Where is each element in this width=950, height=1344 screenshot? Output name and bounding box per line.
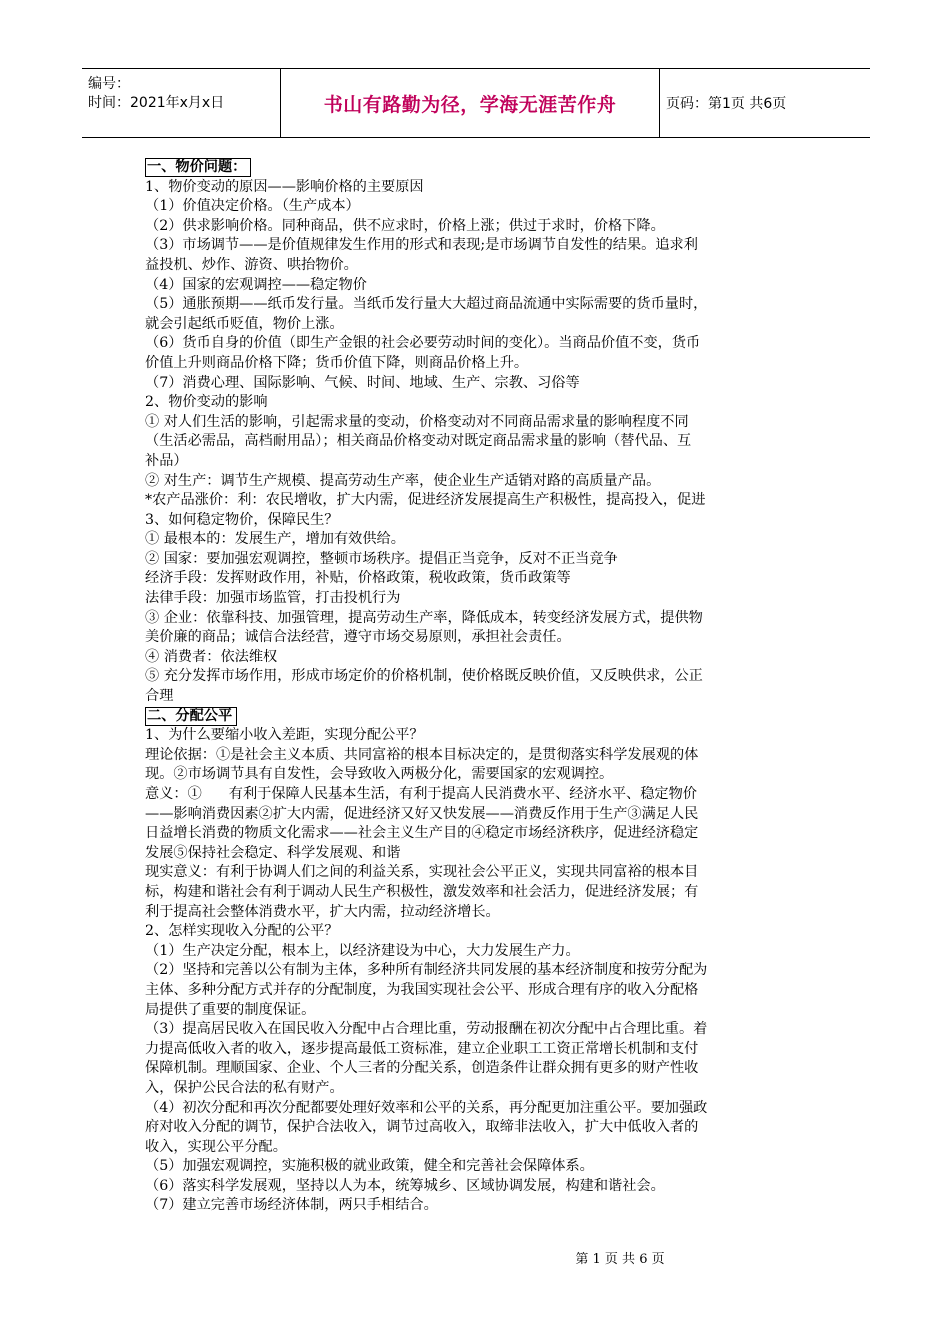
text-line: 利于提高社会整体消费水平，扩大内需，拉动经济增长。	[145, 903, 500, 920]
text-line: 1、物价变动的原因——影响价格的主要原因	[145, 178, 424, 195]
text-line: 美价廉的商品；诚信合法经营，遵守市场交易原则，承担社会责任。	[145, 629, 571, 646]
text-line: 日益增长消费的物质文化需求——社会主义生产目的④稳定市场经济秩序，促进经济稳定	[145, 825, 699, 842]
text-line: （5）加强宏观调控，实施积极的就业政策，健全和完善社会保障体系。	[145, 1158, 594, 1175]
text-line: 价值上升则商品价格下降；货币价值下降，则商品价格上升。	[145, 354, 529, 371]
text-line: 局提供了重要的制度保证。	[145, 1001, 316, 1018]
document-body	[145, 158, 807, 1216]
section-heading-1: 一、物价问题：	[145, 158, 807, 178]
text-line: 2、物价变动的影响	[145, 394, 268, 411]
text-line: （6）货币自身的价值（即生产金银的社会必要劳动时间的变化）。当商品价值不变，货币	[145, 335, 701, 352]
text-line: 标，构建和谐社会有利于调动人民生产积极性，激发效率和社会活力，促进经济发展；有	[145, 883, 699, 900]
text-line: ⑤ 充分发挥市场作用，形成市场定价的价格机制，使价格既反映价值，又反映供求，公正	[145, 668, 703, 685]
text-line: （2）坚持和完善以公有制为主体，多种所有制经济共同发展的基本经济制度和按劳分配为	[145, 962, 708, 979]
text-line: （1）价值决定价格。（生产成本）	[145, 198, 360, 215]
text-line: （6）落实科学发展观，坚持以人为本，统筹城乡、区域协调发展，构建和谐社会。	[145, 1177, 665, 1194]
text-line: ——影响消费因素②扩大内需，促进经济又好又快发展——消费反作用于生产③满足人民	[145, 805, 699, 822]
text-line: （4）国家的宏观调控——稳定物价	[145, 276, 367, 293]
text-line: 现。②市场调节具有自发性，会导致收入两极分化，需要国家的宏观调控。	[145, 766, 614, 783]
text-line: 意义：① 有利于保障人民基本生活，有利于提高人民消费水平、经济水平、稳定物价	[145, 786, 697, 802]
text-line: （7）建立完善市场经济体制，两只手相结合。	[145, 1197, 438, 1214]
text-line: （3）提高居民收入在国民收入分配中占合理比重，劳动报酬在初次分配中占合理比重。着	[145, 1021, 708, 1038]
text-line: （2）供求影响价格。同种商品，供不应求时，价格上涨；供过于求时，价格下降。	[145, 217, 665, 234]
header-left	[88, 75, 224, 113]
text-line: 主体、多种分配方式并存的分配制度，为我国实现社会公平、形成合理有序的收入分配格	[145, 981, 699, 998]
text-line: ② 国家：要加强宏观调控，整顿市场秩序。提倡正当竞争，反对不正当竞争	[145, 550, 618, 567]
text-line: 法律手段：加强市场监管，打击投机行为	[145, 590, 401, 607]
page-footer: 第 1 页 共 6 页	[575, 1252, 665, 1267]
text-line: 保障机制。理顺国家、企业、个人三者的分配关系，创造条件让群众拥有更多的财产性收	[145, 1060, 699, 1077]
text-line: ③ 企业：依靠科技、加强管理，提高劳动生产率，降低成本，转变经济发展方式，提供物	[145, 609, 703, 626]
text-line: （1）生产决定分配，根本上，以经济建设为中心，大力发展生产力。	[145, 942, 580, 959]
text-line: 补品）	[145, 452, 188, 469]
text-line: （3）市场调节——是价值规律发生作用的形式和表现;是市场调节自发性的结果。追求利	[145, 237, 698, 254]
text-line: 合理	[145, 688, 174, 705]
page-header	[82, 68, 870, 138]
text-line: ① 对人们生活的影响，引起需求量的变动，价格变动对不同商品需求量的影响程度不同	[145, 413, 689, 430]
text-line: （7）消费心理、国际影响、气候、时间、地域、生产、宗教、习俗等	[145, 374, 580, 391]
motto: 书山有路勤为径，学海无涯苦作舟	[280, 69, 660, 137]
number-label: 编号：	[88, 76, 130, 92]
page-info: 页码：第1页 共6页	[666, 96, 787, 112]
text-line: 力提高低收入者的收入，逐步提高最低工资标准，建立企业职工工资正常增长机制和支付	[145, 1040, 699, 1057]
text-line: 现实意义：有利于协调人们之间的利益关系，实现社会公平正义，实现共同富裕的根本目	[145, 864, 699, 881]
text-line: ④ 消费者：依法维权	[145, 648, 278, 665]
text-line: （5）通胀预期——纸币发行量。当纸币发行量大大超过商品流通中实际需要的货币量时，	[145, 296, 708, 313]
text-line: 府对收入分配的调节，保护合法收入，调节过高收入，取缔非法收入，扩大中低收入者的	[145, 1119, 699, 1136]
text-line: 1、为什么要缩小收入差距，实现分配公平？	[145, 727, 424, 744]
text-line: 入，保护公民合法的私有财产。	[145, 1079, 344, 1096]
text-line: *农产品涨价：利：农民增收，扩大内需，促进经济发展提高生产积极性，提高投入，促进	[145, 492, 706, 509]
time-label: 时间：2021年x月x日	[88, 95, 225, 111]
text-line: （4）初次分配和再次分配都要处理好效率和公平的关系，再分配更加注重公平。要加强政	[145, 1099, 708, 1116]
text-line: 收入，实现公平分配。	[145, 1138, 287, 1155]
text-line: 就会引起纸币贬值，物价上涨。	[145, 315, 344, 332]
text-line: 益投机、炒作、游资、哄抬物价。	[145, 256, 358, 273]
text-line: 发展⑤保持社会稳定、科学发展观、和谐	[145, 844, 401, 861]
text-line: 2、怎样实现收入分配的公平？	[145, 923, 339, 940]
text-line: 经济手段：发挥财政作用，补贴，价格政策，税收政策，货币政策等	[145, 570, 571, 587]
section-heading-2: 二、分配公平	[145, 707, 807, 727]
text-line: 3、如何稳定物价，保障民生？	[145, 511, 339, 528]
text-line: ① 最根本的：发展生产，增加有效供给。	[145, 531, 405, 548]
text-line: 理论依据：①是社会主义本质、共同富裕的根本目标决定的，是贯彻落实科学发展观的体	[145, 746, 699, 763]
text-line: （生活必需品，高档耐用品）；相关商品价格变动对既定商品需求量的影响（替代品、互	[145, 433, 692, 450]
text-line: ② 对生产：调节生产规模、提高劳动生产率，使企业生产适销对路的高质量产品。	[145, 472, 661, 489]
